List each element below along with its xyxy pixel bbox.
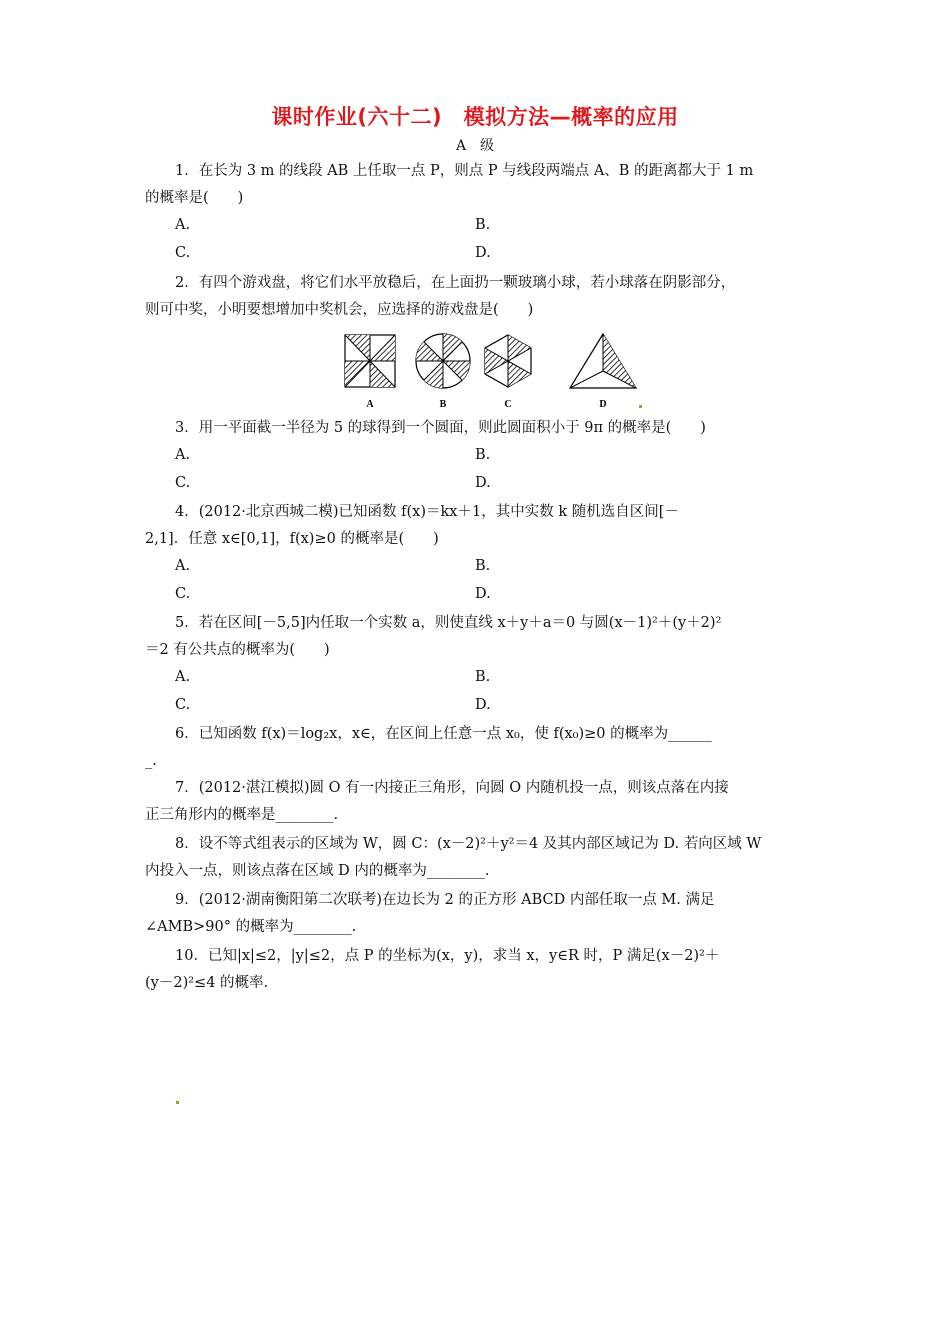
q5-option-d: D. — [475, 697, 491, 713]
figure-label-a: A — [366, 399, 374, 410]
page-title: 课时作业(六十二) 模拟方法—概率的应用 — [271, 105, 679, 129]
q10-line1: 10．已知|x|≤2，|y|≤2，点 P 的坐标为(x，y)，求当 x，y∈R 时，P 满足(x－2)²＋ — [175, 948, 720, 964]
q7-line2: 正三角形内的概率是________. — [145, 807, 339, 823]
q3-option-b: B. — [475, 447, 491, 463]
q10-line2: (y－2)²≤4 的概率. — [145, 975, 269, 991]
figure-label-d: D — [599, 399, 607, 410]
q4-option-a: A. — [175, 558, 191, 574]
q5-line2: ＝2 有公共点的概率为( ) — [145, 642, 330, 658]
q5-option-a: A. — [175, 669, 191, 685]
q5-option-c: C. — [175, 697, 191, 713]
q4-option-b: B. — [475, 558, 491, 574]
q1-option-d: D. — [475, 245, 491, 261]
q3-option-a: A. — [175, 447, 191, 463]
q8-line2: 内投入一点，则该点落在区域 D 内的概率为________. — [145, 863, 490, 879]
q1-option-c: C. — [175, 245, 191, 261]
figure-c-hexagon — [485, 335, 531, 387]
q1-line1: 1．在长为 3 m 的线段 AB 上任取一点 P，则点 P 与线段两端点 A、B 的距离都大于 1 m — [175, 163, 754, 179]
q3-option-c: C. — [175, 475, 191, 491]
figure-a-square — [345, 335, 395, 387]
q5-line1: 5．若在区间[－5,5]内任取一个实数 a，则使直线 x＋y＋a＝0 与圆(x－1)²＋(y＋2)² — [175, 615, 722, 631]
q1-option-a: A. — [175, 217, 191, 233]
game-board-figures — [340, 333, 640, 413]
figure-label-b: B — [439, 399, 447, 410]
q1-line2: 的概率是( ) — [145, 190, 244, 206]
q9-line2: ∠AMB>90° 的概率为________. — [145, 919, 357, 935]
q2-line1: 2．有四个游戏盘，将它们水平放稳后，在上面扔一颗玻璃小球，若小球落在阴影部分， — [175, 275, 736, 291]
section-level: A 级 — [455, 138, 495, 154]
q6-line1: 6．已知函数 f(x)＝log₂x，x∈，在区间上任意一点 x₀，使 f(x₀)≥0 的概率为______ — [175, 726, 712, 742]
figure-b-circle — [416, 334, 470, 388]
q6-line2: _. — [145, 753, 157, 769]
scan-dot — [176, 1101, 179, 1104]
q5-option-b: B. — [475, 669, 491, 685]
q8-line1: 8．设不等式组表示的区域为 W，圆 C：(x－2)²＋y²＝4 及其内部区域记为 D. 若向区域 W — [175, 836, 762, 852]
q4-option-c: C. — [175, 586, 191, 602]
q3-line1: 3．用一平面截一半径为 5 的球得到一个圆面，则此圆面积小于 9π 的概率是( ) — [175, 420, 706, 436]
q4-option-d: D. — [475, 586, 491, 602]
q9-line1: 9．(2012·湖南衡阳第二次联考)在边长为 2 的正方形 ABCD 内部任取一点 M. 满足 — [175, 892, 715, 908]
figure-label-c: C — [504, 399, 512, 410]
q3-option-d: D. — [475, 475, 491, 491]
q4-line2: 2,1]．任意 x∈[0,1]，f(x)≥0 的概率是( ) — [145, 531, 439, 547]
q1-option-b: B. — [475, 217, 491, 233]
q4-line1: 4．(2012·北京西城二模)已知函数 f(x)＝kx＋1，其中实数 k 随机选自区间[－ — [175, 504, 679, 520]
q2-line2: 则可中奖，小明要想增加中奖机会，应选择的游戏盘是( ) — [145, 302, 534, 318]
q7-line1: 7．(2012·湛江模拟)圆 O 有一内接正三角形，向圆 O 内随机投一点，则该点落在内接 — [175, 780, 729, 796]
scan-dot — [639, 405, 642, 408]
figure-d-triangle — [570, 334, 636, 388]
